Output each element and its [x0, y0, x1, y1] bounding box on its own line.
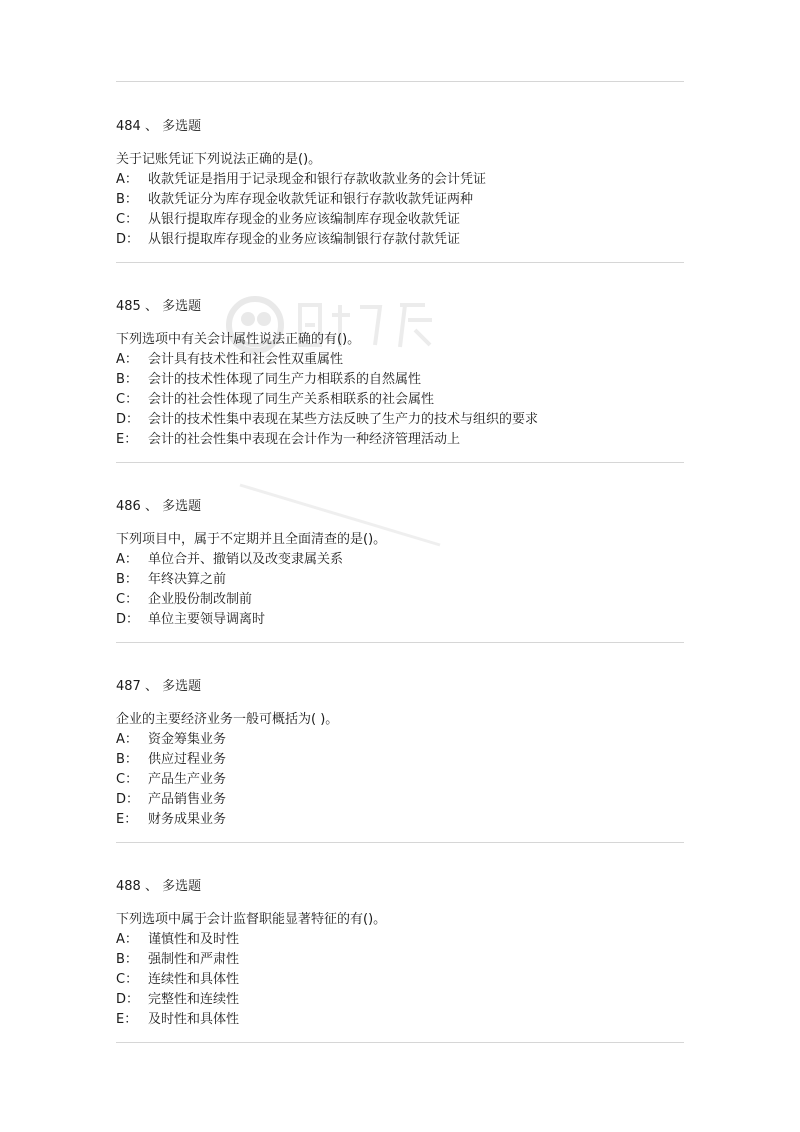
question-486 [116, 497, 684, 630]
option-text: 产品生产业务 [148, 772, 227, 787]
option-text: 及时性和具体性 [148, 1012, 240, 1027]
option-d [116, 990, 684, 1010]
option-d [116, 230, 684, 250]
question-stem: 企业的主要经济业务一般可概括为( )。 [116, 712, 339, 727]
option-text: 供应过程业务 [148, 752, 227, 767]
option-e [116, 430, 684, 450]
question-header [116, 117, 684, 137]
question-485 [116, 297, 684, 450]
option-a [116, 170, 684, 190]
option-text: 财务成果业务 [148, 812, 227, 827]
option-text: 年终决算之前 [148, 572, 227, 587]
question-type: 多选题 [162, 119, 202, 134]
divider [116, 1042, 684, 1043]
question-number: 486 [116, 499, 141, 514]
option-text: 单位合并、撤销以及改变隶属关系 [148, 552, 344, 567]
option-letter: E： [116, 432, 138, 447]
question-separator: 、 [144, 299, 158, 314]
option-letter: E： [116, 812, 138, 827]
option-text: 谨慎性和及时性 [148, 932, 240, 947]
option-e [116, 810, 684, 830]
option-text: 产品销售业务 [148, 792, 227, 807]
option-text: 收款凭证是指用于记录现金和银行存款收款业务的会计凭证 [148, 172, 487, 187]
option-letter: C： [116, 592, 139, 607]
option-letter: A： [116, 352, 138, 367]
option-letter: A： [116, 172, 138, 187]
question-separator: 、 [144, 499, 158, 514]
divider [116, 842, 684, 843]
question-487 [116, 677, 684, 830]
option-c [116, 770, 684, 790]
question-separator: 、 [144, 879, 158, 894]
question-header [116, 497, 684, 517]
question-type: 多选题 [162, 879, 202, 894]
option-text: 会计的技术性集中表现在某些方法反映了生产力的技术与组织的要求 [148, 412, 539, 427]
divider [116, 462, 684, 463]
option-letter: B： [116, 952, 138, 967]
question-separator: 、 [144, 679, 158, 694]
option-text: 会计具有技术性和社会性双重属性 [148, 352, 344, 367]
option-text: 企业股份制改制前 [148, 592, 253, 607]
option-letter: C： [116, 972, 139, 987]
question-stem: 关于记账凭证下列说法正确的是()。 [116, 152, 322, 167]
option-letter: D： [116, 612, 140, 627]
option-text: 收款凭证分为库存现金收款凭证和银行存款收款凭证两种 [148, 192, 474, 207]
option-c [116, 210, 684, 230]
question-stem: 下列选项中有关会计属性说法正确的有()。 [116, 332, 361, 347]
option-letter: A： [116, 552, 138, 567]
option-c [116, 390, 684, 410]
option-text: 强制性和严肃性 [148, 952, 240, 967]
option-text: 连续性和具体性 [148, 972, 240, 987]
question-stem: 下列项目中，属于不定期并且全面清查的是()。 [116, 532, 387, 547]
option-text: 会计的社会性体现了同生产关系相联系的社会属性 [148, 392, 435, 407]
question-header [116, 677, 684, 697]
option-a [116, 730, 684, 750]
option-letter: C： [116, 212, 139, 227]
question-header [116, 297, 684, 317]
question-header [116, 877, 684, 897]
question-484 [116, 117, 684, 250]
question-number: 487 [116, 679, 141, 694]
option-text: 资金筹集业务 [148, 732, 227, 747]
option-letter: D： [116, 412, 140, 427]
option-text: 完整性和连续性 [148, 992, 240, 1007]
divider [116, 642, 684, 643]
option-c [116, 590, 684, 610]
question-type: 多选题 [162, 299, 202, 314]
question-number: 488 [116, 879, 141, 894]
option-b [116, 190, 684, 210]
question-separator: 、 [144, 119, 158, 134]
option-e [116, 1010, 684, 1030]
divider [116, 262, 684, 263]
option-letter: B： [116, 372, 138, 387]
question-number: 485 [116, 299, 141, 314]
option-letter: C： [116, 392, 139, 407]
divider [116, 81, 684, 82]
option-text: 从银行提取库存现金的业务应该编制库存现金收款凭证 [148, 212, 461, 227]
option-letter: A： [116, 932, 138, 947]
option-text: 单位主要领导调离时 [148, 612, 266, 627]
option-c [116, 970, 684, 990]
option-a [116, 350, 684, 370]
question-stem: 下列选项中属于会计监督职能显著特征的有()。 [116, 912, 387, 927]
option-letter: D： [116, 992, 140, 1007]
option-b [116, 950, 684, 970]
question-type: 多选题 [162, 679, 202, 694]
option-letter: B： [116, 192, 138, 207]
option-letter: C： [116, 772, 139, 787]
option-d [116, 410, 684, 430]
option-text: 会计的社会性集中表现在会计作为一种经济管理活动上 [148, 432, 461, 447]
option-a [116, 930, 684, 950]
option-letter: D： [116, 232, 140, 247]
option-text: 从银行提取库存现金的业务应该编制银行存款付款凭证 [148, 232, 461, 247]
option-d [116, 790, 684, 810]
option-letter: B： [116, 752, 138, 767]
option-b [116, 570, 684, 590]
option-text: 会计的技术性体现了同生产力相联系的自然属性 [148, 372, 422, 387]
option-letter: D： [116, 792, 140, 807]
option-letter: B： [116, 572, 138, 587]
question-number: 484 [116, 119, 141, 134]
option-letter: E： [116, 1012, 138, 1027]
question-488 [116, 877, 684, 1030]
option-letter: A： [116, 732, 138, 747]
question-type: 多选题 [162, 499, 202, 514]
option-a [116, 550, 684, 570]
option-d [116, 610, 684, 630]
option-b [116, 370, 684, 390]
option-b [116, 750, 684, 770]
